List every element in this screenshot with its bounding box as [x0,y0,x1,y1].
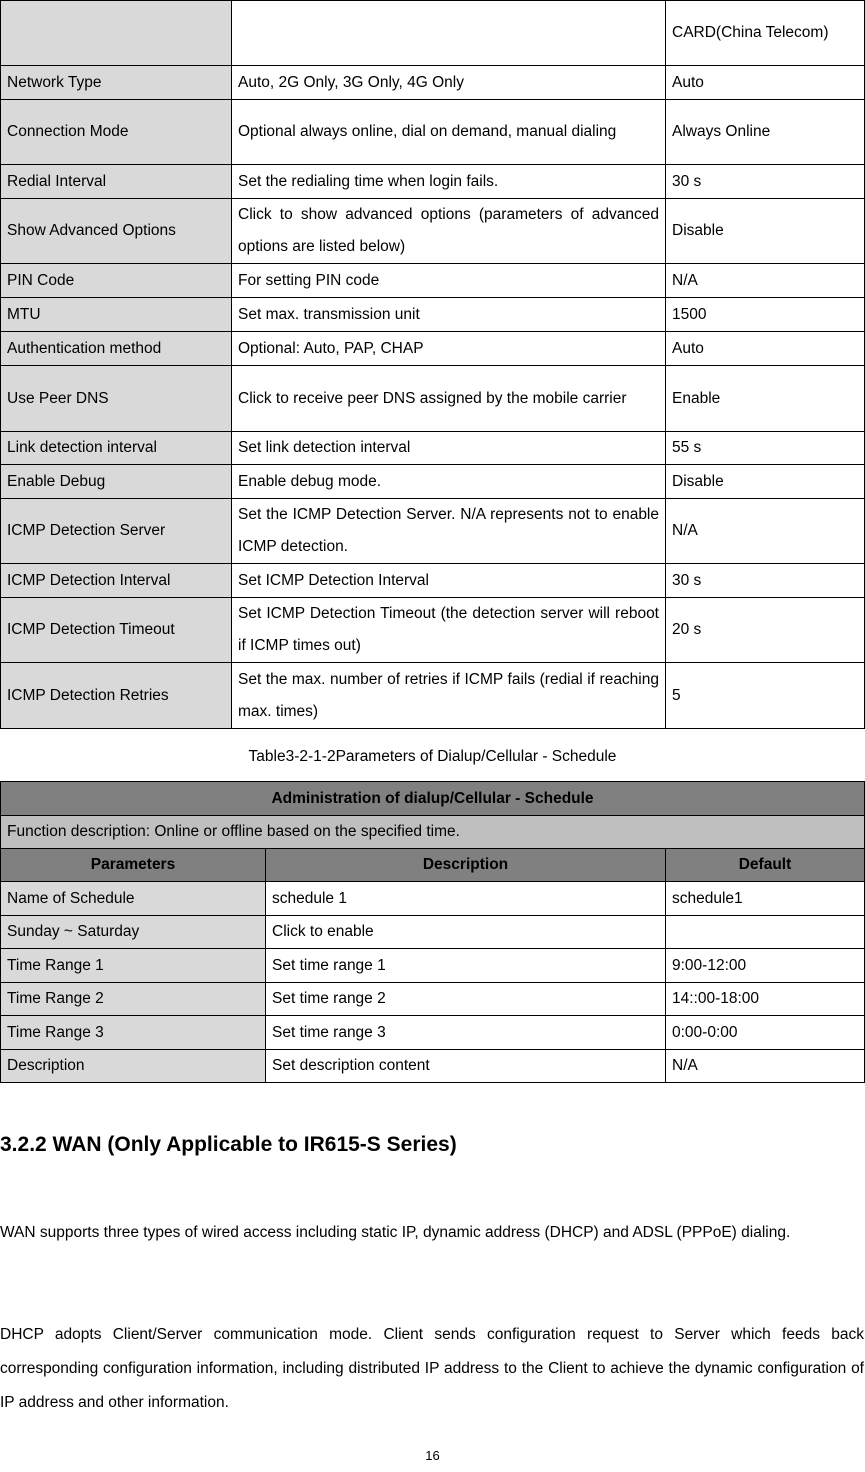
default-cell: Disable [666,465,865,499]
desc-cell: Set ICMP Detection Timeout (the detection server will reboot if ICMP times out) [232,598,666,663]
table-row [1,1016,865,1050]
param-cell: Authentication method [1,332,232,366]
default-cell: Auto [666,332,865,366]
param-cell: Redial Interval [1,165,232,199]
table-row [1,598,865,663]
table-row [1,432,865,465]
table-title: Administration of dialup/Cellular - Schedule [1,782,865,816]
desc-cell: Enable debug mode. [232,465,666,499]
param-cell: PIN Code [1,264,232,298]
param-cell: Show Advanced Options [1,199,232,264]
desc-cell: Set description content [266,1050,666,1083]
param-cell: Time Range 3 [1,1016,266,1050]
paragraph: WAN supports three types of wired access including static IP, dynamic address (DHCP) and ADSL (PPPoE) dialing. [0,1224,791,1241]
desc-cell: Optional: Auto, PAP, CHAP [232,332,666,366]
default-cell: 0:00-0:00 [666,1016,865,1050]
param-cell: Sunday ~ Saturday [1,916,266,949]
param-cell: ICMP Detection Retries [1,663,232,729]
desc-cell: Set the redialing time when login fails. [232,165,666,199]
table-row [1,66,865,100]
param-cell: Use Peer DNS [1,366,232,432]
default-cell: 14::00-18:00 [666,983,865,1016]
default-cell: N/A [666,1050,865,1083]
table-row [1,298,865,332]
table-row [1,465,865,499]
default-cell: 9:00-12:00 [666,949,865,983]
default-cell [666,916,865,949]
desc-cell: Set time range 3 [266,1016,666,1050]
desc-cell: Click to show advanced options (parameters of advanced options are listed below) [232,199,666,264]
default-cell: Auto [666,66,865,100]
default-cell: N/A [666,264,865,298]
column-header-parameters: Parameters [1,849,266,882]
desc-cell: Set the ICMP Detection Server. N/A represents not to enable ICMP detection. [232,499,666,564]
desc-cell: Click to receive peer DNS assigned by the mobile carrier [232,366,666,432]
table-title-row [1,782,865,816]
section-heading: 3.2.2 WAN (Only Applicable to IR615-S Series) [0,1133,457,1156]
desc-cell: Set the max. number of retries if ICMP fails (redial if reaching max. times) [232,663,666,729]
paragraph: DHCP adopts Client/Server communication mode. Client sends configuration request to Server which feeds back corresponding configuration information, including distributed IP address to the Client to achieve the dynamic configuration of IP address and other information. [0,1326,864,1411]
param-cell: ICMP Detection Timeout [1,598,232,663]
table-row [1,366,865,432]
table-row [1,949,865,983]
table-row [1,882,865,916]
function-row [1,816,865,849]
param-cell: Enable Debug [1,465,232,499]
dialup-parameters-table [0,0,865,729]
default-cell: 5 [666,663,865,729]
schedule-parameters-table [0,781,865,1083]
table-row [1,264,865,298]
table-row [1,165,865,199]
param-cell: Description [1,1050,266,1083]
default-cell: schedule1 [666,882,865,916]
desc-cell [232,1,666,66]
param-cell: ICMP Detection Server [1,499,232,564]
table-row [1,916,865,949]
table-row [1,663,865,729]
default-cell: N/A [666,499,865,564]
param-cell: Time Range 1 [1,949,266,983]
page-number: 16 [425,1448,440,1463]
table-row [1,564,865,598]
desc-cell: Set link detection interval [232,432,666,465]
default-cell: 55 s [666,432,865,465]
desc-cell: Optional always online, dial on demand, manual dialing [232,100,666,165]
param-cell: MTU [1,298,232,332]
default-cell: 1500 [666,298,865,332]
column-header-description: Description [266,849,666,882]
default-cell: Enable [666,366,865,432]
column-header-default: Default [666,849,865,882]
table-row [1,499,865,564]
param-cell [1,1,232,66]
desc-cell: schedule 1 [266,882,666,916]
param-cell: ICMP Detection Interval [1,564,232,598]
desc-cell: Set max. transmission unit [232,298,666,332]
default-cell: Always Online [666,100,865,165]
default-cell: 30 s [666,165,865,199]
table-row [1,1,865,66]
param-cell: Connection Mode [1,100,232,165]
default-cell: 30 s [666,564,865,598]
param-cell: Name of Schedule [1,882,266,916]
desc-cell: Set ICMP Detection Interval [232,564,666,598]
param-cell: Network Type [1,66,232,100]
table-caption: Table3-2-1-2Parameters of Dialup/Cellular - Schedule [248,748,617,765]
default-cell: Disable [666,199,865,264]
default-cell: CARD(China Telecom) [666,1,865,66]
table-row [1,100,865,165]
desc-cell: Set time range 2 [266,983,666,1016]
desc-cell: Auto, 2G Only, 3G Only, 4G Only [232,66,666,100]
table-row [1,199,865,264]
table-row [1,332,865,366]
table-row [1,1050,865,1083]
table-row [1,983,865,1016]
desc-cell: Set time range 1 [266,949,666,983]
desc-cell: Click to enable [266,916,666,949]
desc-cell: For setting PIN code [232,264,666,298]
default-cell: 20 s [666,598,865,663]
function-description: Function description: Online or offline based on the specified time. [1,816,865,849]
param-cell: Link detection interval [1,432,232,465]
header-row [1,849,865,882]
param-cell: Time Range 2 [1,983,266,1016]
